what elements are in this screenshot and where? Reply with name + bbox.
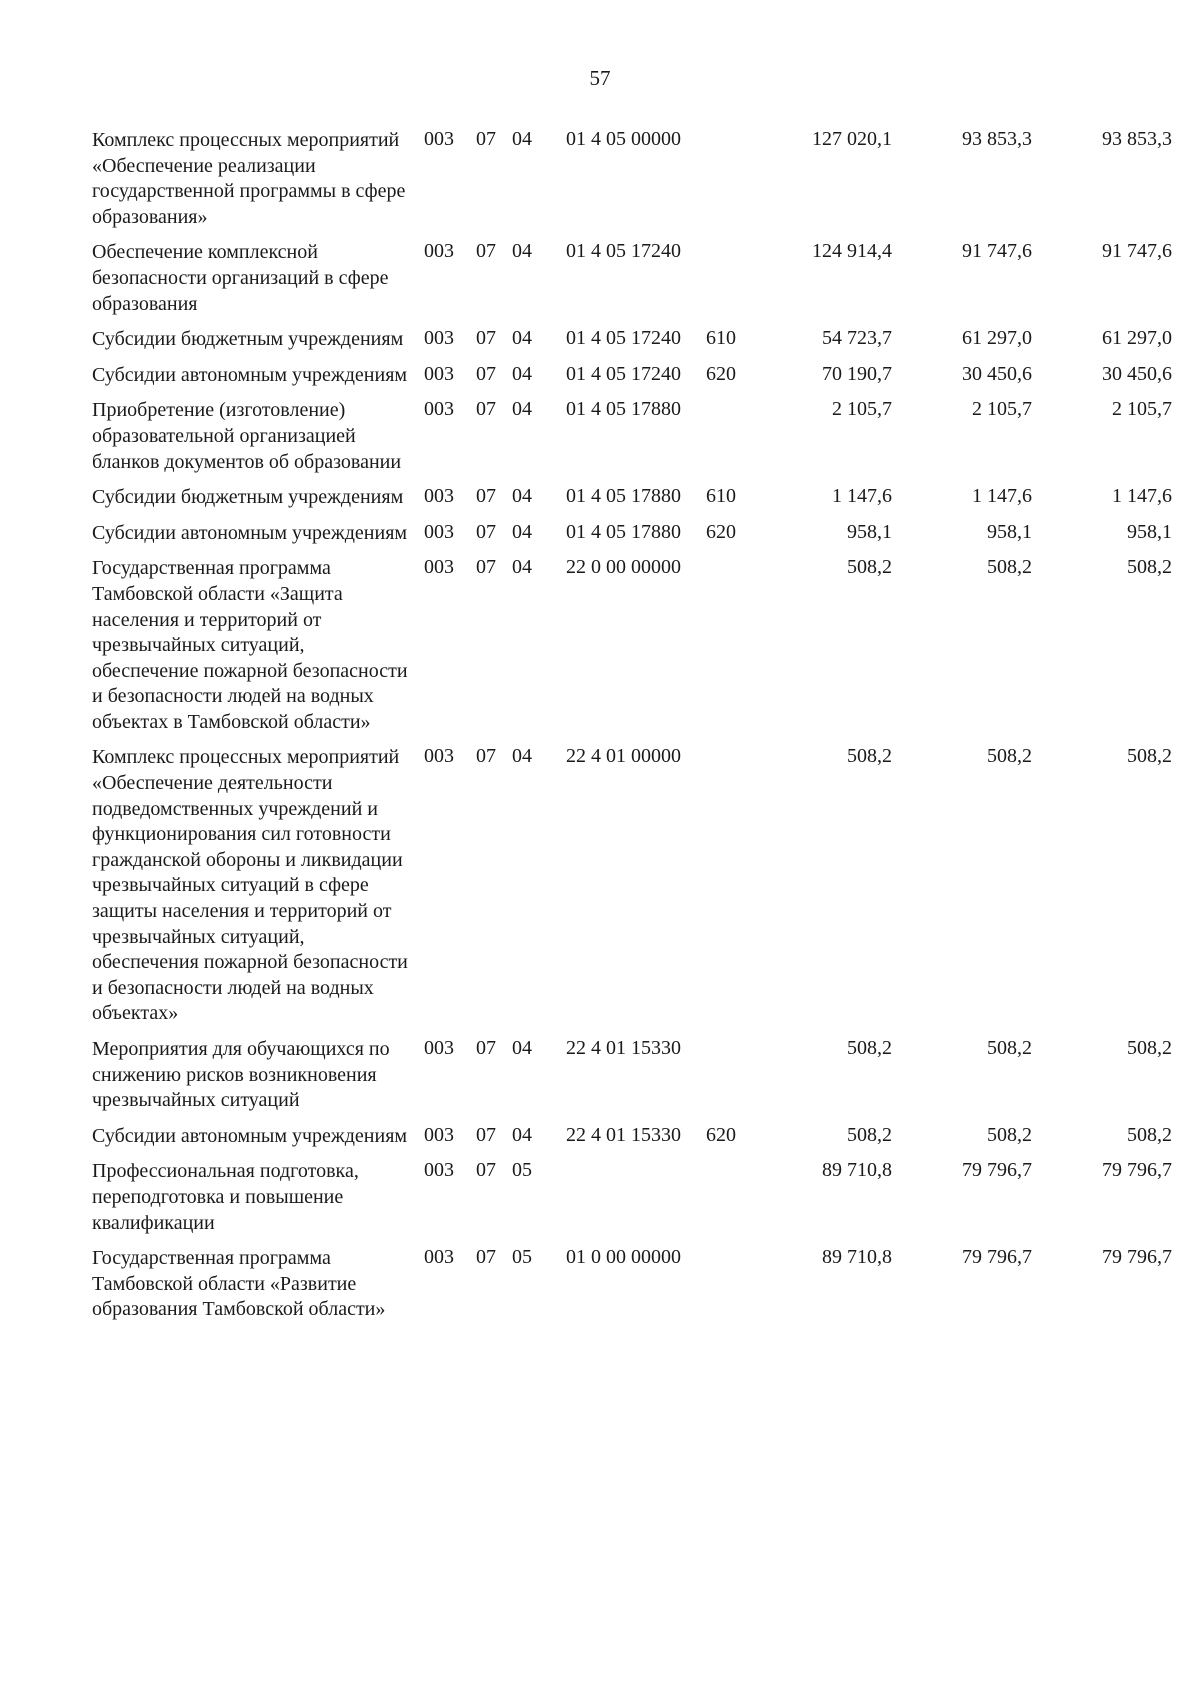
amount-year-1: 508,2 [847, 1123, 892, 1146]
subsection-code: 04 [512, 485, 532, 508]
amount-year-2: 2 105,7 [972, 398, 1032, 421]
amount-year-3: 958,1 [1127, 520, 1172, 543]
amount-year-1: 1 147,6 [832, 485, 892, 508]
table-row [92, 743, 1172, 1027]
section-code: 07 [476, 745, 496, 768]
row-name: Комплекс процессных мероприятий «Обеспечение реализации государственной программы в сфере образования» [92, 129, 406, 228]
target-article-code: 22 4 01 00000 [566, 745, 681, 768]
table-row [92, 554, 1172, 735]
page-number: 57 [589, 66, 611, 90]
expense-type-code: 620 [706, 362, 736, 385]
table-row [92, 1035, 1172, 1114]
amount-year-1: 508,2 [847, 745, 892, 768]
amount-year-3: 2 105,7 [1112, 398, 1172, 421]
amount-year-2: 508,2 [987, 1123, 1032, 1146]
amount-year-3: 508,2 [1127, 1037, 1172, 1059]
table-row [92, 1122, 1172, 1150]
target-article-code: 22 4 01 15330 [566, 1123, 681, 1146]
ministry-code: 003 [424, 485, 454, 508]
table-row [92, 519, 1172, 547]
row-name: Субсидии автономным учреждениям [92, 521, 408, 544]
table-row [92, 396, 1172, 475]
budget-table [92, 126, 1172, 1331]
subsection-code: 04 [512, 362, 532, 385]
row-name: Обеспечение комплексной безопасности организаций в сфере образования [92, 241, 389, 315]
amount-year-3: 508,2 [1127, 1123, 1172, 1146]
section-code: 07 [476, 362, 496, 385]
subsection-code: 04 [512, 556, 532, 579]
amount-year-1: 89 710,8 [822, 1246, 892, 1269]
target-article-code: 22 4 01 15330 [566, 1037, 681, 1059]
subsection-code: 05 [512, 1246, 532, 1269]
target-article-code: 01 4 05 00000 [566, 128, 681, 150]
amount-year-2: 1 147,6 [972, 485, 1032, 508]
row-name: Субсидии бюджетным учреждениям [92, 486, 404, 509]
section-code: 07 [476, 1037, 496, 1059]
table-row [92, 325, 1172, 353]
target-article-code: 01 0 00 00000 [566, 1246, 681, 1269]
subsection-code: 04 [512, 1123, 532, 1146]
amount-year-1: 70 190,7 [822, 362, 892, 385]
ministry-code: 003 [424, 520, 454, 543]
amount-year-3: 508,2 [1127, 745, 1172, 768]
target-article-code: 01 4 05 17240 [566, 362, 681, 385]
ministry-code: 003 [424, 1159, 454, 1182]
section-code: 07 [476, 327, 496, 350]
row-name: Комплекс процессных мероприятий «Обеспечение деятельности подведомственных учреждений и функционирования сил готовности гражданской обороны и ликвидации чрезвычайных ситуаций в сфере защиты населения и территорий от чрезвычайных ситуаций, обеспечения пожарной безопасности и безопасности людей на водных объектах» [92, 746, 408, 1025]
subsection-code: 05 [512, 1159, 532, 1182]
amount-year-2: 79 796,7 [962, 1246, 1032, 1269]
table-row [92, 126, 1172, 230]
amount-year-2: 61 297,0 [962, 327, 1032, 350]
expense-type-code: 610 [706, 327, 736, 350]
subsection-code: 04 [512, 128, 532, 150]
target-article-code: 01 4 05 17240 [566, 240, 681, 263]
target-article-code: 01 4 05 17880 [566, 520, 681, 543]
ministry-code: 003 [424, 398, 454, 421]
row-name: Государственная программа Тамбовской области «Развитие образования Тамбовской области» [92, 1247, 386, 1321]
section-code: 07 [476, 1246, 496, 1269]
ministry-code: 003 [424, 1123, 454, 1146]
ministry-code: 003 [424, 327, 454, 350]
amount-year-2: 508,2 [987, 745, 1032, 768]
ministry-code: 003 [424, 240, 454, 263]
amount-year-1: 89 710,8 [822, 1159, 892, 1182]
subsection-code: 04 [512, 520, 532, 543]
target-article-code: 22 0 00 00000 [566, 556, 681, 579]
ministry-code: 003 [424, 128, 454, 150]
section-code: 07 [476, 1159, 496, 1182]
section-code: 07 [476, 485, 496, 508]
row-name: Мероприятия для обучающихся по снижению рисков возникновения чрезвычайных ситуаций [92, 1038, 390, 1112]
table-row [92, 1244, 1172, 1323]
section-code: 07 [476, 398, 496, 421]
amount-year-2: 30 450,6 [962, 362, 1032, 385]
expense-type-code: 610 [706, 485, 736, 508]
table-row [92, 361, 1172, 389]
target-article-code: 01 4 05 17880 [566, 398, 681, 421]
amount-year-2: 91 747,6 [962, 240, 1032, 263]
row-name: Профессиональная подготовка, переподготовка и повышение квалификации [92, 1160, 359, 1234]
amount-year-3: 93 853,3 [1102, 128, 1172, 150]
amount-year-1: 2 105,7 [832, 398, 892, 421]
subsection-code: 04 [512, 1037, 532, 1059]
amount-year-1: 124 914,4 [812, 240, 892, 263]
row-name: Субсидии бюджетным учреждениям [92, 328, 404, 351]
amount-year-3: 30 450,6 [1102, 362, 1172, 385]
amount-year-3: 1 147,6 [1112, 485, 1172, 508]
section-code: 07 [476, 128, 496, 150]
section-code: 07 [476, 520, 496, 543]
ministry-code: 003 [424, 1037, 454, 1059]
amount-year-1: 54 723,7 [822, 327, 892, 350]
subsection-code: 04 [512, 745, 532, 768]
section-code: 07 [476, 1123, 496, 1146]
ministry-code: 003 [424, 556, 454, 579]
row-name: Субсидии автономным учреждениям [92, 363, 408, 386]
amount-year-3: 79 796,7 [1102, 1246, 1172, 1269]
amount-year-1: 127 020,1 [812, 128, 892, 150]
amount-year-3: 61 297,0 [1102, 327, 1172, 350]
subsection-code: 04 [512, 327, 532, 350]
amount-year-3: 508,2 [1127, 556, 1172, 579]
table-row [92, 1157, 1172, 1236]
amount-year-3: 91 747,6 [1102, 240, 1172, 263]
amount-year-2: 79 796,7 [962, 1159, 1032, 1182]
expense-type-code: 620 [706, 520, 736, 543]
amount-year-2: 508,2 [987, 556, 1032, 579]
expense-type-code: 620 [706, 1123, 736, 1146]
row-name: Приобретение (изготовление) образовательной организацией бланков документов об образовании [92, 399, 402, 473]
ministry-code: 003 [424, 362, 454, 385]
section-code: 07 [476, 240, 496, 263]
amount-year-1: 958,1 [847, 520, 892, 543]
amount-year-1: 508,2 [847, 1037, 892, 1059]
amount-year-3: 79 796,7 [1102, 1159, 1172, 1182]
ministry-code: 003 [424, 1246, 454, 1269]
target-article-code: 01 4 05 17240 [566, 327, 681, 350]
amount-year-2: 958,1 [987, 520, 1032, 543]
amount-year-2: 93 853,3 [962, 128, 1032, 150]
target-article-code: 01 4 05 17880 [566, 485, 681, 508]
amount-year-2: 508,2 [987, 1037, 1032, 1059]
table-row [92, 238, 1172, 317]
row-name: Государственная программа Тамбовской области «Защита населения и территорий от чрезвычайных ситуаций, обеспечение пожарной безопасности и безопасности людей на водных объектах в Тамбовской области» [92, 557, 408, 733]
section-code: 07 [476, 556, 496, 579]
row-name: Субсидии автономным учреждениям [92, 1124, 408, 1147]
amount-year-1: 508,2 [847, 556, 892, 579]
subsection-code: 04 [512, 398, 532, 421]
subsection-code: 04 [512, 240, 532, 263]
ministry-code: 003 [424, 745, 454, 768]
table-row [92, 483, 1172, 511]
